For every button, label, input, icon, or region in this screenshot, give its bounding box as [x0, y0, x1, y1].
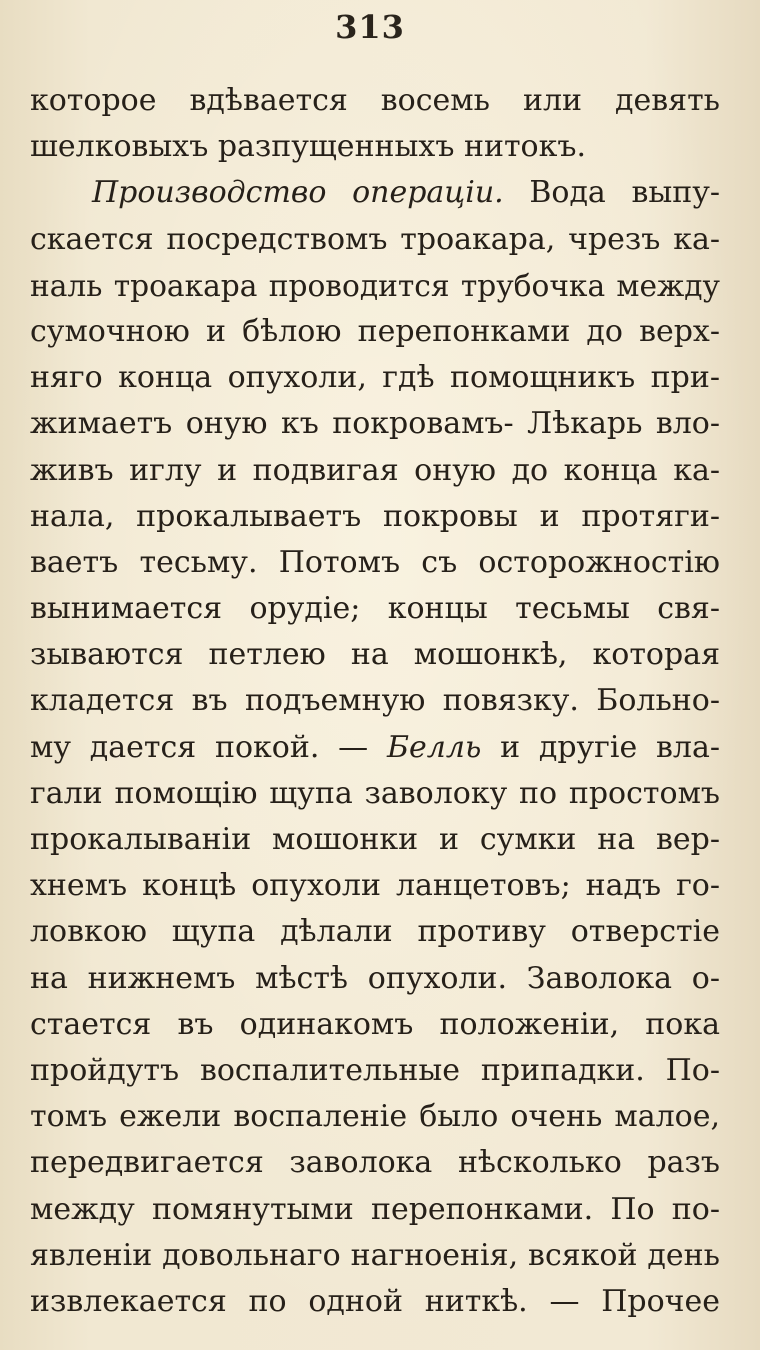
text-run: жимаетъ оную къ покровамъ- Лѣкарь вло-	[30, 406, 720, 442]
text-line	[30, 263, 720, 309]
text-line	[30, 540, 720, 586]
text-run: няго конца опухоли, гдѣ помощникъ при-	[30, 360, 720, 396]
text-line	[30, 1002, 720, 1048]
text-run: наль троакара проводится трубочка между	[30, 267, 720, 303]
italic-text: Производство операціи.	[92, 175, 504, 211]
text-line	[30, 956, 720, 1002]
text-line	[30, 124, 720, 170]
text-run: му дается покой. —	[30, 729, 387, 765]
text-run: гали помощію щупа заволоку по простомъ	[30, 775, 720, 811]
text-line	[30, 725, 720, 771]
text-run: стается въ одинакомъ положеніи, пока	[30, 1006, 720, 1042]
text-line	[30, 863, 720, 909]
text-run: нала, прокалываетъ покровы и протяги-	[30, 498, 720, 534]
text-run: ловкою щупа дѣлали противу отверстіе	[30, 914, 720, 950]
italic-text: Белль	[386, 729, 482, 765]
text-line	[30, 78, 720, 124]
text-line	[30, 448, 720, 494]
text-run: Вода выпу-	[503, 175, 720, 211]
text-line	[30, 1048, 720, 1094]
text-run: скается посредствомъ троакара, чрезъ ка-	[30, 221, 720, 257]
page-number: 313	[335, 8, 405, 46]
text-line	[30, 771, 720, 817]
text-run: которое вдѣвается восемь или девять	[30, 83, 720, 118]
text-run: зываются петлею на мошонкѣ, которая	[30, 637, 720, 673]
text-run: извлекается по одной ниткѣ. — Прочее	[30, 1283, 720, 1319]
text-line	[30, 1233, 720, 1279]
text-line	[30, 355, 720, 401]
text-line	[30, 632, 720, 678]
text-run: прокалываніи мошонки и сумки на вер-	[30, 822, 720, 857]
text-run: томъ ежели воспаленіе было очень малое,	[30, 1099, 720, 1135]
text-run: живъ иглу и подвигая оную до конца ка-	[30, 452, 720, 488]
text-line	[30, 1187, 720, 1233]
text-line	[30, 217, 720, 263]
text-line	[30, 1279, 720, 1325]
text-run: ваетъ тесьму. Потомъ съ осторожностію	[30, 544, 720, 580]
text-line	[30, 817, 720, 863]
text-line	[30, 170, 720, 216]
text-run: пройдутъ воспалительные припадки. По-	[30, 1052, 720, 1088]
text-line	[30, 309, 720, 355]
text-run: явленіи довольнаго нагноенія, всякой день	[30, 1237, 720, 1273]
body-text	[30, 78, 720, 1325]
text-line	[30, 494, 720, 540]
text-run: вынимается орудіе; концы тесьмы свя-	[30, 591, 720, 627]
text-run: и другіе вла-	[481, 729, 721, 765]
text-run: хнемъ концѣ опухоли ланцетовъ; надъ го-	[30, 868, 720, 904]
text-line	[30, 1094, 720, 1140]
text-run: на нижнемъ мѣстѣ опухоли. Заволока о-	[30, 960, 720, 996]
text-run: передвигается заволока нѣсколько разъ	[30, 1145, 720, 1181]
text-run: сумочною и бѣлою перепонками до верх-	[30, 313, 720, 349]
text-run: кладется въ подъемную повязку. Больно-	[30, 683, 720, 719]
text-line	[30, 401, 720, 447]
text-line	[30, 1140, 720, 1186]
text-line	[30, 909, 720, 955]
text-run: между помянутыми перепонками. По по-	[30, 1191, 720, 1227]
text-line	[30, 586, 720, 632]
text-run: шелковыхъ разпущенныхъ нитокъ.	[30, 129, 586, 165]
text-line	[30, 678, 720, 724]
